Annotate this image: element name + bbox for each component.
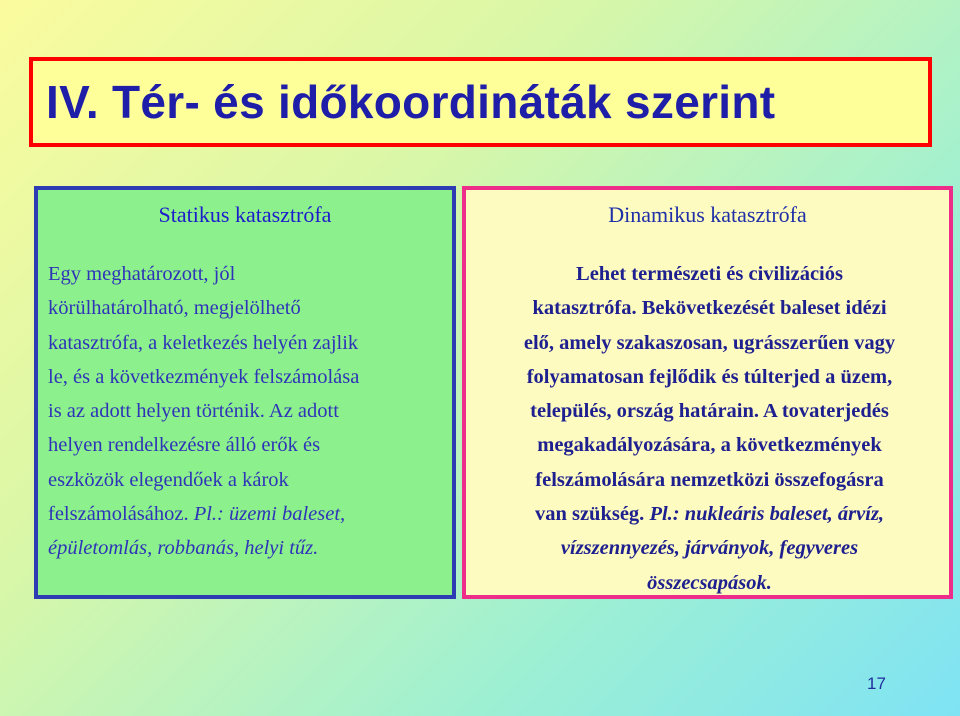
dynamic-panel-body xyxy=(484,257,935,600)
dynamic-line-1: Lehet természeti és civilizációs xyxy=(576,263,843,285)
slide-title-box xyxy=(29,57,932,147)
dynamic-line-7: felszámolására nemzetközi összefogásra xyxy=(535,468,884,491)
dynamic-line-8-text: van szükség. xyxy=(534,503,650,526)
dynamic-line-2: katasztrófa. Bekövetkezését baleset idézi xyxy=(532,297,887,320)
static-catastrophe-panel xyxy=(34,186,456,599)
dynamic-example-line-3: összecsapások. xyxy=(647,571,772,594)
static-line-8 xyxy=(48,497,444,531)
static-panel-heading: Statikus katasztrófa xyxy=(158,202,332,227)
static-line-8-text: felszámolásához. xyxy=(48,503,194,526)
dynamic-line-6: megakadályozására, a következmények xyxy=(537,434,882,457)
dynamic-example-line-1: Pl.: nukleáris baleset, árvíz, xyxy=(649,503,885,526)
dynamic-line-3: elő, amely szakaszosan, ugrásszerűen vagy xyxy=(523,331,896,354)
dynamic-line-5: település, ország határain. A tovaterjedés xyxy=(530,400,889,423)
dynamic-example-line-2: vízszennyezés, járványok, fegyveres xyxy=(560,537,859,560)
slide-number: 17 xyxy=(867,674,886,693)
static-example-line-2: épületomlás, robbanás, helyi tűz. xyxy=(48,537,319,560)
static-line-3: katasztrófa, a keletkezés helyén zajlik xyxy=(48,331,359,354)
static-line-6: helyen rendelkezésre álló erők és xyxy=(48,434,321,457)
static-line-5: is az adott helyen történik. Az adott xyxy=(48,400,339,423)
dynamic-line-4: folyamatosan fejlődik és túlterjed a üzem, xyxy=(526,365,893,388)
static-example-line-1: üzemi baleset, xyxy=(229,503,346,526)
dynamic-panel-heading: Dinamikus katasztrófa xyxy=(608,202,807,227)
static-line-4: le, és a következmények felszámolása xyxy=(48,365,360,388)
static-line-7: eszközök elegendőek a károk xyxy=(48,468,289,491)
static-line-1: Egy meghatározott, jól xyxy=(48,263,236,285)
static-panel-body xyxy=(48,257,444,566)
static-line-2: körülhatárolható, megjelölhető xyxy=(48,297,301,320)
static-example-prefix: Pl.: xyxy=(193,503,230,526)
dynamic-catastrophe-panel xyxy=(462,186,953,599)
slide-title: IV. Tér- és időkoordináták szerint xyxy=(46,76,776,128)
dynamic-line-8 xyxy=(484,497,935,531)
